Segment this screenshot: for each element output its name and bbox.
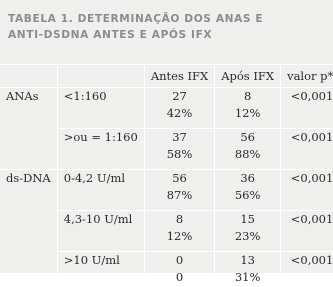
after-percent-cell: 56% <box>215 187 281 204</box>
before-percent-cell: 12% <box>144 228 214 245</box>
pvalue-cell: <0,001 <box>281 88 333 106</box>
after-percent-cell: 31% <box>215 269 281 287</box>
before-percent-cell: 87% <box>144 187 214 204</box>
table-row <box>0 88 333 106</box>
after-percent-cell: 88% <box>215 146 281 163</box>
table-row-percent <box>0 269 333 287</box>
range-cell: 0-4,2 U/ml <box>57 170 144 188</box>
after-count-cell: 13 <box>215 252 281 270</box>
header-cell-group <box>0 65 57 88</box>
table-row <box>0 129 333 147</box>
before-percent-cell: 58% <box>144 146 214 163</box>
table-row-percent <box>0 146 333 163</box>
table-row-percent <box>0 187 333 204</box>
range-cell: 4,3-10 U/ml <box>57 211 144 229</box>
range-cell: <1:160 <box>57 88 144 106</box>
after-count-cell: 15 <box>215 211 281 229</box>
header-cell-range <box>57 65 144 88</box>
table-row <box>0 252 333 270</box>
table-row <box>0 211 333 229</box>
before-count-cell: 0 <box>144 252 214 270</box>
after-count-cell: 8 <box>215 88 281 106</box>
pvalue-cell: <0,001 <box>281 170 333 188</box>
after-percent-cell: 12% <box>215 105 281 122</box>
range-cell: >10 U/ml <box>57 252 144 270</box>
header-cell-pvalue: valor p* <box>281 65 333 88</box>
group-label-dsdna: ds-DNA <box>0 170 57 188</box>
table-row-percent <box>0 228 333 245</box>
before-count-cell: 37 <box>144 129 214 147</box>
header-cell-after: Após IFX <box>215 65 281 88</box>
pvalue-cell: <0,001 <box>281 211 333 229</box>
pvalue-cell: <0,001 <box>281 252 333 270</box>
after-percent-cell: 23% <box>215 228 281 245</box>
header-cell-before: Antes IFX <box>144 65 214 88</box>
after-count-cell: 56 <box>215 129 281 147</box>
table-title-line-2: ANTI-DSDNA ANTES E APÓS IFX <box>8 29 213 41</box>
after-count-cell: 36 <box>215 170 281 188</box>
before-count-cell: 27 <box>144 88 214 106</box>
header-row <box>0 65 333 88</box>
before-percent-cell: 42% <box>144 105 214 122</box>
before-count-cell: 8 <box>144 211 214 229</box>
range-cell: >ou = 1:160 <box>57 129 144 147</box>
before-percent-cell: 0 <box>144 269 214 287</box>
group-label-anas: ANAs <box>0 88 57 106</box>
results-table <box>0 64 333 287</box>
table-row <box>0 170 333 188</box>
table-title-line-1: TABELA 1. DETERMINAÇÃO DOS ANAS E <box>8 13 264 25</box>
pvalue-cell: <0,001 <box>281 129 333 147</box>
before-count-cell: 56 <box>144 170 214 188</box>
table-title <box>8 11 328 43</box>
table-row-percent <box>0 105 333 122</box>
